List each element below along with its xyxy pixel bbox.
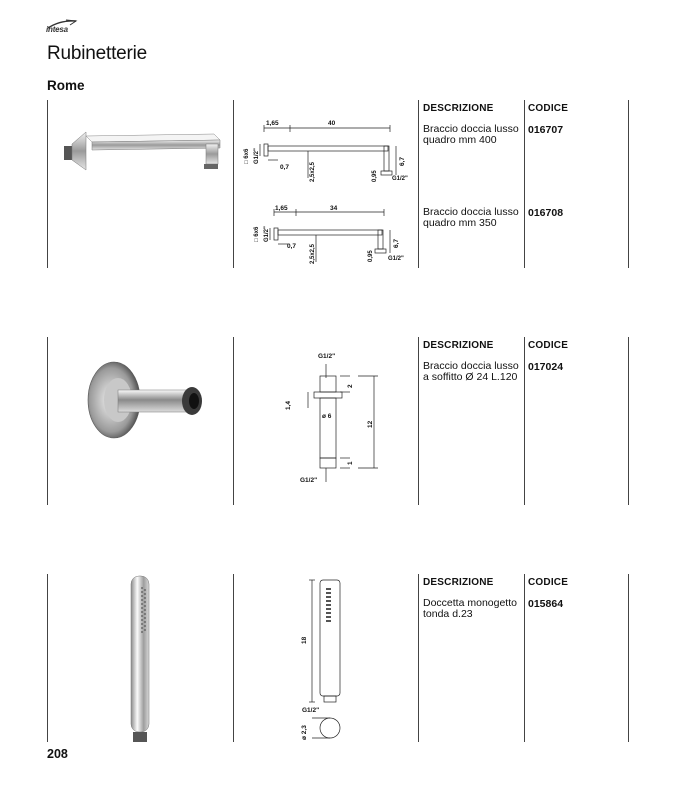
dim-label: 2: [347, 384, 354, 388]
brand-logo: [46, 16, 80, 38]
dim-label: 18: [301, 636, 308, 644]
row1-divider-drawing: [418, 100, 419, 268]
row1-divider-left: [47, 100, 48, 268]
dim-label: 6,7: [393, 238, 400, 248]
code-header: CODICE: [528, 577, 569, 588]
dim-label: 2,5x2,5: [310, 243, 316, 264]
row3-divider-photo: [233, 574, 234, 742]
series-title: Rome: [47, 78, 85, 93]
row1-divider-desc: [524, 100, 525, 268]
product-code: 016708: [528, 207, 564, 219]
product-description: Doccetta monogetto tonda d.23: [423, 597, 517, 620]
product-description: Braccio doccia lusso quadro mm 350: [423, 206, 519, 229]
row2-divider-desc: [524, 337, 525, 505]
page-number: 208: [47, 747, 68, 761]
description-header: DESCRIZIONE: [423, 103, 494, 114]
row3-divider-right: [628, 574, 629, 742]
dim-label: G1/2": [264, 226, 270, 242]
dim-label: 1: [347, 461, 354, 465]
row1-divider-right: [628, 100, 629, 268]
dim-label: 1,65: [266, 120, 279, 127]
dim-label: 12: [367, 420, 374, 428]
dim-label: G1/2": [388, 256, 404, 262]
row2-divider-photo: [233, 337, 234, 505]
product-photo-hand-shower: [126, 574, 154, 744]
technical-drawing-015864: [292, 576, 362, 742]
row2-divider-left: [47, 337, 48, 505]
technical-drawing-016707: [238, 116, 418, 190]
dim-label: 0,95: [372, 170, 378, 182]
dim-label: 2,5x2,5: [310, 161, 316, 182]
product-photo-ceiling-arm: [84, 356, 214, 446]
dim-label: G1/2": [392, 176, 408, 182]
dim-label: G1/2": [254, 148, 260, 164]
dim-label: 0,95: [368, 250, 374, 262]
row2-divider-drawing: [418, 337, 419, 505]
section-title: Rubinetterie: [47, 43, 148, 64]
logo-text: intesa: [46, 25, 68, 34]
dim-label: G1/2": [302, 707, 320, 714]
dim-label: □ 6x6: [244, 148, 250, 164]
dim-label: 0,7: [280, 164, 290, 171]
dim-label: 34: [330, 205, 338, 212]
dim-label: G1/2": [318, 353, 336, 360]
dim-label: 0,7: [287, 243, 297, 250]
description-header: DESCRIZIONE: [423, 577, 494, 588]
dim-label: ø 2,3: [301, 725, 308, 740]
technical-drawing-017024: [278, 348, 388, 490]
row1-divider-photo: [233, 100, 234, 268]
description-header: DESCRIZIONE: [423, 340, 494, 351]
row2-divider-right: [628, 337, 629, 505]
dim-label: ø 6: [322, 413, 332, 420]
product-description: Braccio doccia lusso a soffitto Ø 24 L.120: [423, 360, 519, 383]
product-code: 016707: [528, 124, 564, 136]
code-header: CODICE: [528, 103, 569, 114]
product-code: 015864: [528, 598, 564, 610]
product-photo-shower-arm-square: [58, 128, 228, 176]
row3-divider-desc: [524, 574, 525, 742]
product-description: Braccio doccia lusso quadro mm 400: [423, 123, 519, 146]
dim-label: □ 6x6: [254, 226, 260, 242]
dim-label: 1,4: [285, 400, 292, 410]
code-header: CODICE: [528, 340, 569, 351]
dim-label: G1/2": [300, 477, 318, 484]
row3-divider-drawing: [418, 574, 419, 742]
product-code: 017024: [528, 361, 564, 373]
dim-label: 6,7: [399, 156, 406, 166]
row3-divider-left: [47, 574, 48, 742]
dim-label: 1,65: [275, 205, 288, 212]
dim-label: 40: [328, 120, 336, 127]
technical-drawing-016708: [238, 204, 418, 268]
